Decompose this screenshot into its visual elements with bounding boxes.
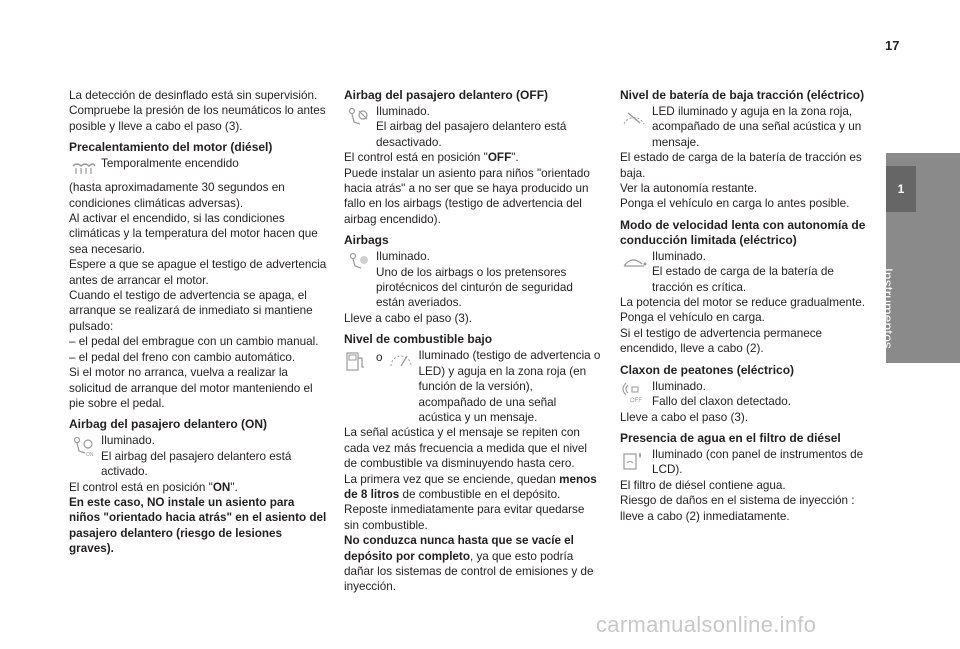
slow-mode-line: La potencia del motor se reduce gradualmente. [620, 296, 865, 310]
airbag-off-detail: El airbag del pasajero delantero está desactivado. [376, 120, 567, 149]
airbags-line: Lleve a cabo el paso (3). [344, 311, 472, 325]
battery-detail: LED iluminado y aguja en la zona roja, acompañado de una señal acústica y un mensaje. [652, 105, 862, 149]
water-filter-line: Riesgo de daños en el sistema de inyección : lleve a cabo (2) inmediatamente. [620, 494, 855, 523]
horn-status: Iluminado. [652, 379, 706, 393]
battery-line: El estado de carga de la batería de tracción es baja. [620, 151, 862, 180]
fuel-line3: Reposte inmediatamente para evitar quedarse sin combustible. [344, 503, 585, 532]
airbag-on-warning: En este caso, NO instale un asiento para niños "orientado hacia atrás" en el asiento del pasajero delantero (riesgo de lesiones graves). [69, 495, 327, 556]
preheat-line: Si el motor no arranca, vuelva a realizar la solicitud de arranque del motor manteniendo el pie sobre el pedal. [69, 366, 313, 410]
preheat-line: Espere a que se apague el testigo de advertencia antes de arrancar el motor. [69, 258, 327, 287]
airbag-off-line2: Puede instalar un asiento para niños "orientado hacia atrás" a no ser que se haya producido un fallo en los airbags (testigo de advertencia del airbag encendido). [344, 166, 590, 226]
preheat-line: – el pedal del embrague con un cambio manual. [69, 335, 319, 349]
column-2 [344, 88, 602, 595]
slow-mode-line: Si el testigo de advertencia permanece encendido, lleve a cabo (2). [620, 326, 823, 356]
airbags-status: Iluminado. [376, 250, 430, 264]
horn-line: Lleve a cabo el paso (3). [620, 410, 748, 424]
airbag-off-status: Iluminado. [376, 105, 430, 118]
fuel-line2: La primera vez que se enciende, quedan menos de 8 litros de combustible en el depósito. [344, 472, 597, 501]
chapter-title: Instrumentos [880, 268, 896, 349]
fuel-title: Nivel de combustible bajo [344, 332, 493, 347]
water-filter-title: Presencia de agua en el filtro de diésel [620, 430, 841, 445]
column-1 [69, 88, 327, 557]
water-filter-icon [620, 449, 648, 471]
page-number: 17 [885, 38, 900, 53]
water-filter-line: El filtro de diésel contiene agua. [620, 478, 786, 492]
column-3 [620, 88, 878, 524]
fuel-or: o [376, 351, 383, 365]
slow-mode-detail: El estado de carga de la batería de tracción es crítica. [652, 265, 834, 294]
airbag-on-control-line: El control está en posición "ON". [69, 480, 238, 494]
preheat-status-detail: (hasta aproximadamente 30 segundos en condiciones climáticas adversas). [69, 181, 285, 210]
horn-title: Claxon de peatones (eléctrico) [620, 362, 795, 377]
airbag-on-detail: El airbag del pasajero delantero está activado. [101, 449, 292, 479]
airbag-off-control-line: El control está en posición "OFF". [344, 151, 519, 165]
fuel-gauge-icon [387, 350, 415, 372]
airbags-detail: Uno de los airbags o los pretensores pirotécnicos del cinturón de seguridad están averiados. [376, 265, 573, 310]
preheat-title: Precalentamiento del motor (diésel) [69, 140, 273, 155]
battery-line: Ponga el vehículo en carga lo antes posible. [620, 197, 850, 211]
svg-text:OFF: OFF [630, 397, 642, 403]
battery-gauge-icon [620, 106, 648, 128]
fuel-detail: Iluminado (testigo de advertencia o LED) y aguja en la zona roja (en función de la versión), acompañado de una señal acústica y un mensaje. [418, 349, 601, 424]
preheat-line: – el pedal del freno con cambio automático. [69, 350, 296, 364]
slow-mode-line: Ponga el vehículo en carga. [620, 311, 765, 325]
airbags-title: Airbags [344, 233, 389, 248]
slow-mode-title: Modo de velocidad lenta con autonomía de conducción limitada (eléctrico) [620, 217, 866, 247]
horn-off-icon [620, 381, 648, 403]
fuel-line4: No conduzca nunca hasta que se vacíe el depósito por completo, ya que esto podría dañar los sistemas de control de emisiones y de inyección. [344, 534, 594, 594]
slow-mode-status: Iluminado. [652, 249, 706, 263]
turtle-icon [620, 251, 648, 273]
battery-line: Ver la autonomía restante. [620, 182, 758, 196]
airbag-off-icon [344, 106, 372, 128]
tyre-intro-1: La detección de desinflado está sin supervisión. [69, 89, 318, 102]
airbag-off-title: Airbag del pasajero delantero (OFF) [344, 88, 549, 102]
airbag-on-icon [69, 435, 97, 457]
airbags-icon [344, 251, 372, 273]
watermark: carmanualsonline.info [596, 612, 817, 637]
tyre-intro-2: Compruebe la presión de los neumáticos lo antes posible y lleve a cabo el paso (3). [69, 104, 326, 133]
fuel-pump-icon [344, 350, 372, 372]
svg-text:ON: ON [86, 452, 94, 458]
preheat-icon [69, 158, 97, 180]
preheat-line: Cuando el testigo de advertencia se apaga, el arranque se realizará de inmediato si mantiene pulsado: [69, 289, 313, 333]
preheat-status: Temporalmente encendido [101, 157, 239, 171]
fuel-line1: La señal acústica y el mensaje se repiten con cada vez más frecuencia a medida que el nivel de combustible va disminuyendo hasta cero. [344, 426, 587, 471]
airbag-on-title: Airbag del pasajero delantero (ON) [69, 417, 268, 432]
water-filter-detail: Iluminado (con panel de instrumentos de LCD). [652, 447, 864, 477]
horn-detail: Fallo del claxon detectado. [652, 395, 792, 409]
battery-title: Nivel de batería de baja tracción (eléctrico) [620, 88, 865, 102]
airbag-on-status: Iluminado. [101, 434, 155, 448]
preheat-line: Al activar el encendido, si las condiciones climáticas y la temperatura del motor hacen que sea necesario. [69, 212, 318, 256]
chapter-number-box[interactable]: 1 [886, 166, 916, 212]
